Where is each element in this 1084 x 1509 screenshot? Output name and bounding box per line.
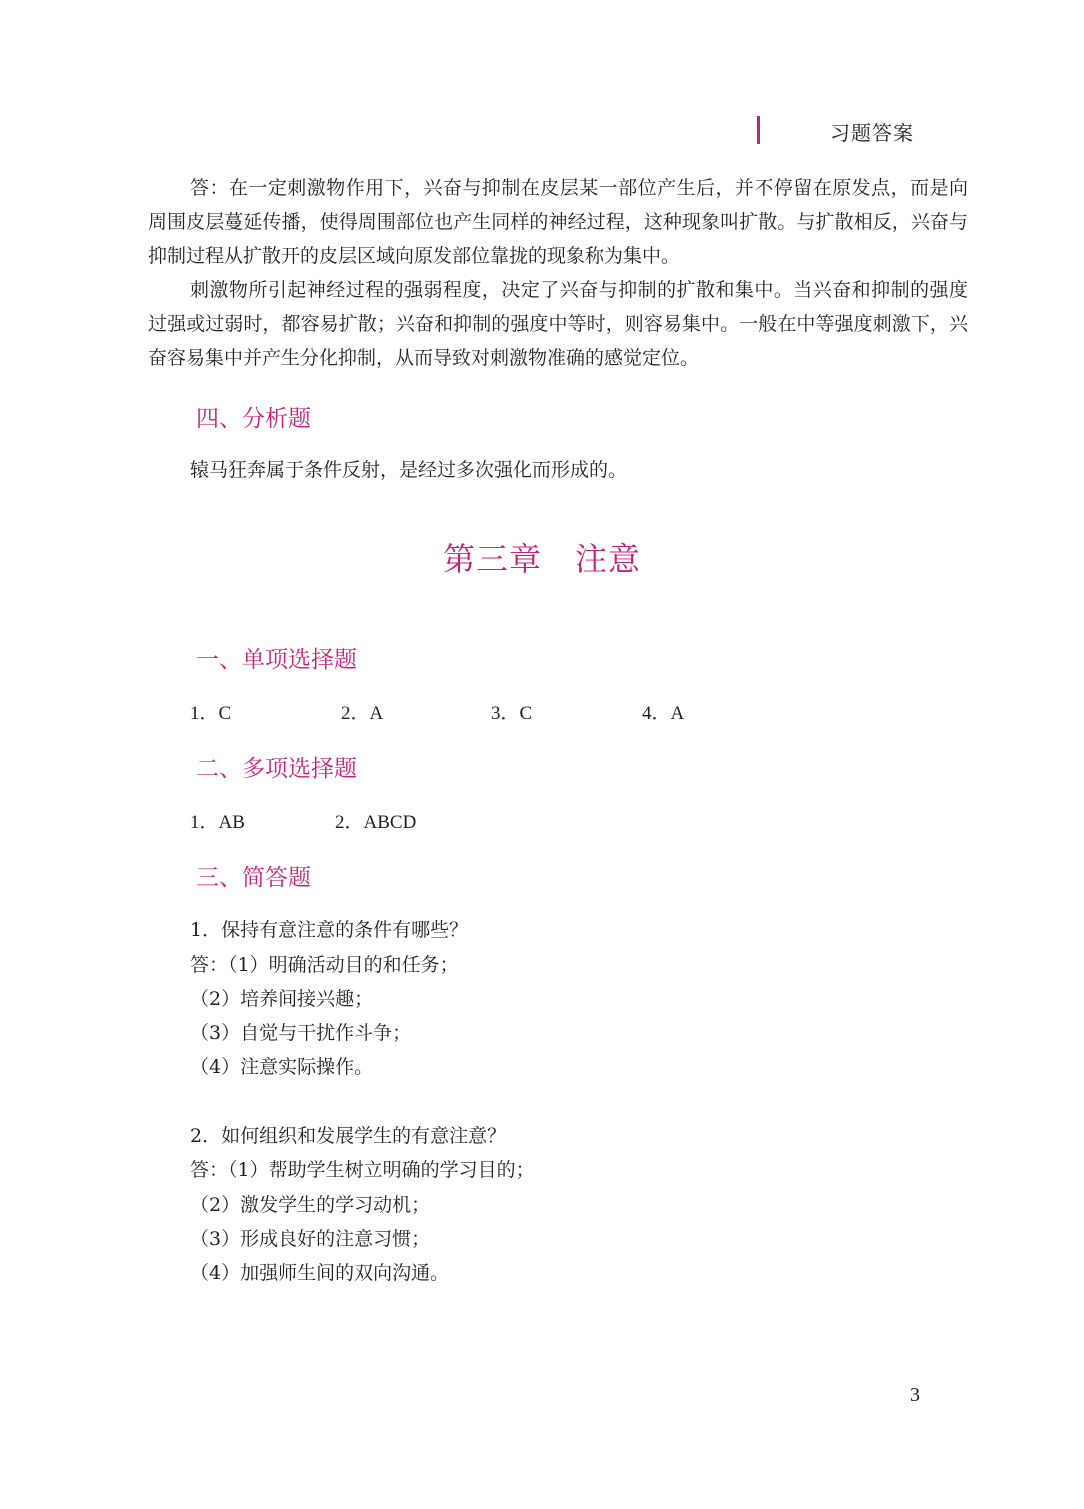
single-choice-answer-1: 1．C	[190, 703, 232, 724]
single-choice-answer-3: 3．C	[491, 703, 533, 724]
question-2: 2．如何组织和发展学生的有意注意？	[190, 1125, 507, 1147]
question-1-answer-line-3: （3）自觉与干扰作斗争；	[190, 1022, 412, 1044]
single-choice-heading: 一、单项选择题	[196, 647, 357, 673]
analysis-heading: 四、分析题	[196, 406, 311, 432]
question-2-answer-line-4: （4）加强师生间的双向沟通。	[190, 1262, 450, 1284]
page-number: 3	[910, 1384, 920, 1406]
question-1-answer-line-4: （4）注意实际操作。	[190, 1056, 374, 1078]
multi-choice-answer-1: 1．AB	[190, 812, 245, 833]
single-choice-answer-4: 4．A	[642, 703, 685, 724]
intro-paragraph-2: 刺激物所引起神经过程的强弱程度，决定了兴奋与抑制的扩散和集中。当兴奋和抑制的强度过强或过弱时，都容易扩散；兴奋和抑制的强度中等时，则容易集中。一般在中等强度刺激下，兴奋容易集中并产生分化抑制，从而导致对刺激物准确的感觉定位。	[148, 279, 968, 369]
header-accent-bar	[757, 116, 760, 144]
single-choice-answer-2: 2．A	[341, 703, 384, 724]
running-header: 习题答案	[830, 121, 914, 145]
analysis-answer: 辕马狂奔属于条件反射，是经过多次强化而形成的。	[190, 459, 628, 481]
question-2-answer-line-1: 答：（1）帮助学生树立明确的学习目的；	[190, 1159, 535, 1181]
question-1: 1．保持有意注意的条件有哪些？	[190, 919, 469, 941]
intro-paragraph-1: 答：在一定刺激物作用下，兴奋与抑制在皮层某一部位产生后，并不停留在原发点，而是向周围皮层蔓延传播，使得周围部位也产生同样的神经过程，这种现象叫扩散。与扩散相反，兴奋与抑制过程从扩散开的皮层区域向原发部位靠拢的现象称为集中。	[148, 177, 968, 267]
short-answer-heading: 三、简答题	[196, 865, 311, 891]
question-1-answer-line-1: 答：（1）明确活动目的和任务；	[190, 954, 459, 976]
question-2-answer-line-3: （3）形成良好的注意习惯；	[190, 1228, 431, 1250]
chapter-title: 第三章 注意	[442, 540, 641, 578]
question-2-answer-line-2: （2）激发学生的学习动机；	[190, 1194, 431, 1216]
multi-choice-heading: 二、多项选择题	[196, 756, 357, 782]
question-1-answer-line-2: （2）培养间接兴趣；	[190, 988, 374, 1010]
multi-choice-answer-2: 2．ABCD	[335, 812, 417, 833]
